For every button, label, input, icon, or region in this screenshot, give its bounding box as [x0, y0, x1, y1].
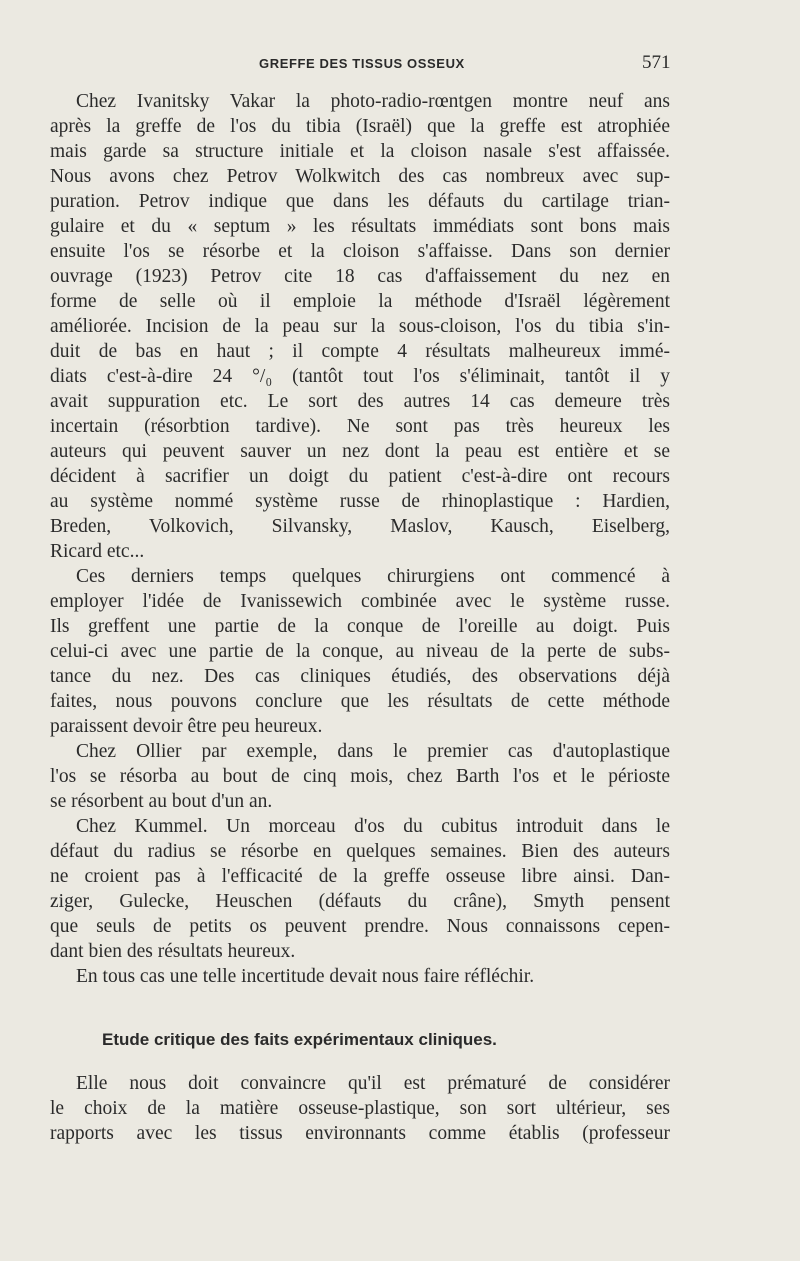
- text-line: Chez Ivanitsky Vakar la photo-radio-rœntgen montre neuf ans: [76, 91, 670, 112]
- text-line: ne croient pas à l'efficacité de la greffe osseuse libre ainsi. Dan-: [50, 866, 670, 887]
- text-line: ouvrage (1923) Petrov cite 18 cas d'affaissement du nez en: [50, 266, 670, 287]
- text-line: le choix de la matière osseuse-plastique, son sort ultérieur, ses: [50, 1098, 670, 1119]
- text-line: employer l'idée de Ivanissewich combinée avec le système russe.: [50, 591, 670, 612]
- text-line: gulaire et du « septum » les résultats immédiats sont bons mais: [50, 216, 670, 237]
- text-line: dant bien des résultats heureux.: [50, 941, 296, 962]
- text-line: celui-ci avec une partie de la conque, au niveau de la perte de subs-: [50, 641, 670, 662]
- page-number: 571: [642, 52, 671, 73]
- text-line: forme de selle où il emploie la méthode d'Israël légèrement: [50, 291, 670, 312]
- text-line: que seuls de petits os peuvent prendre. Nous connaissons cepen-: [50, 916, 670, 937]
- text-line: En tous cas une telle incertitude devait nous faire réfléchir.: [76, 966, 535, 987]
- text-line: puration. Petrov indique que dans les défauts du cartilage trian-: [50, 191, 670, 212]
- text-line: Ricard etc...: [50, 541, 145, 562]
- text-line: défaut du radius se résorbe en quelques semaines. Bien des auteurs: [50, 841, 670, 862]
- text-line: Ces derniers temps quelques chirurgiens ont commencé à: [76, 566, 670, 587]
- text-line: Elle nous doit convaincre qu'il est prématuré de considérer: [76, 1073, 670, 1094]
- text-line: mais garde sa structure initiale et la cloison nasale s'est affaissée.: [50, 141, 670, 162]
- text-line: l'os se résorba au bout de cinq mois, chez Barth l'os et le périoste: [50, 766, 670, 787]
- text-line: incertain (résorbtion tardive). Ne sont pas très heureux les: [50, 416, 670, 437]
- section-heading: Etude critique des faits expérimentaux cliniques.: [102, 1030, 497, 1049]
- text-line: améliorée. Incision de la peau sur la sous-cloison, l'os du tibia s'in-: [50, 316, 670, 337]
- text-line: faites, nous pouvons conclure que les résultats de cette méthode: [50, 691, 670, 712]
- text-line: ziger, Gulecke, Heuschen (défauts du crâne), Smyth pensent: [50, 891, 670, 912]
- text-line: au système nommé système russe de rhinoplastique : Hardien,: [50, 491, 670, 512]
- text-line: avait suppuration etc. Le sort des autres 14 cas demeure très: [50, 391, 670, 412]
- text-line: duit de bas en haut ; il compte 4 résultats malheureux immé-: [50, 341, 670, 362]
- page-header: [0, 52, 800, 74]
- text-line: Nous avons chez Petrov Wolkwitch des cas nombreux avec sup-: [50, 166, 670, 187]
- text-line: rapports avec les tissus environnants comme établis (professeur: [50, 1123, 670, 1144]
- text-line: auteurs qui peuvent sauver un nez dont la peau est entière et se: [50, 441, 670, 462]
- text-line: diats c'est-à-dire 24 °/₀ (tantôt tout l'os s'éliminait, tantôt il y: [50, 366, 670, 387]
- text-line: ensuite l'os se résorbe et la cloison s'affaisse. Dans son dernier: [50, 241, 670, 262]
- text-line: Chez Kummel. Un morceau d'os du cubitus introduit dans le: [76, 816, 670, 837]
- text-line: tance du nez. Des cas cliniques étudiés, des observations déjà: [50, 666, 670, 687]
- text-line: après la greffe de l'os du tibia (Israël) que la greffe est atrophiée: [50, 116, 670, 137]
- text-line: Ils greffent une partie de la conque de l'oreille au doigt. Puis: [50, 616, 670, 637]
- text-line: décident à sacrifier un doigt du patient c'est-à-dire ont recours: [50, 466, 670, 487]
- text-line: Breden, Volkovich, Silvansky, Maslov, Kausch, Eiselberg,: [50, 516, 670, 537]
- text-line: paraissent devoir être peu heureux.: [50, 716, 323, 737]
- text-line: se résorbent au bout d'un an.: [50, 791, 273, 812]
- running-head: GREFFE DES TISSUS OSSEUX: [259, 56, 465, 71]
- text-line: Chez Ollier par exemple, dans le premier cas d'autoplastique: [76, 741, 670, 762]
